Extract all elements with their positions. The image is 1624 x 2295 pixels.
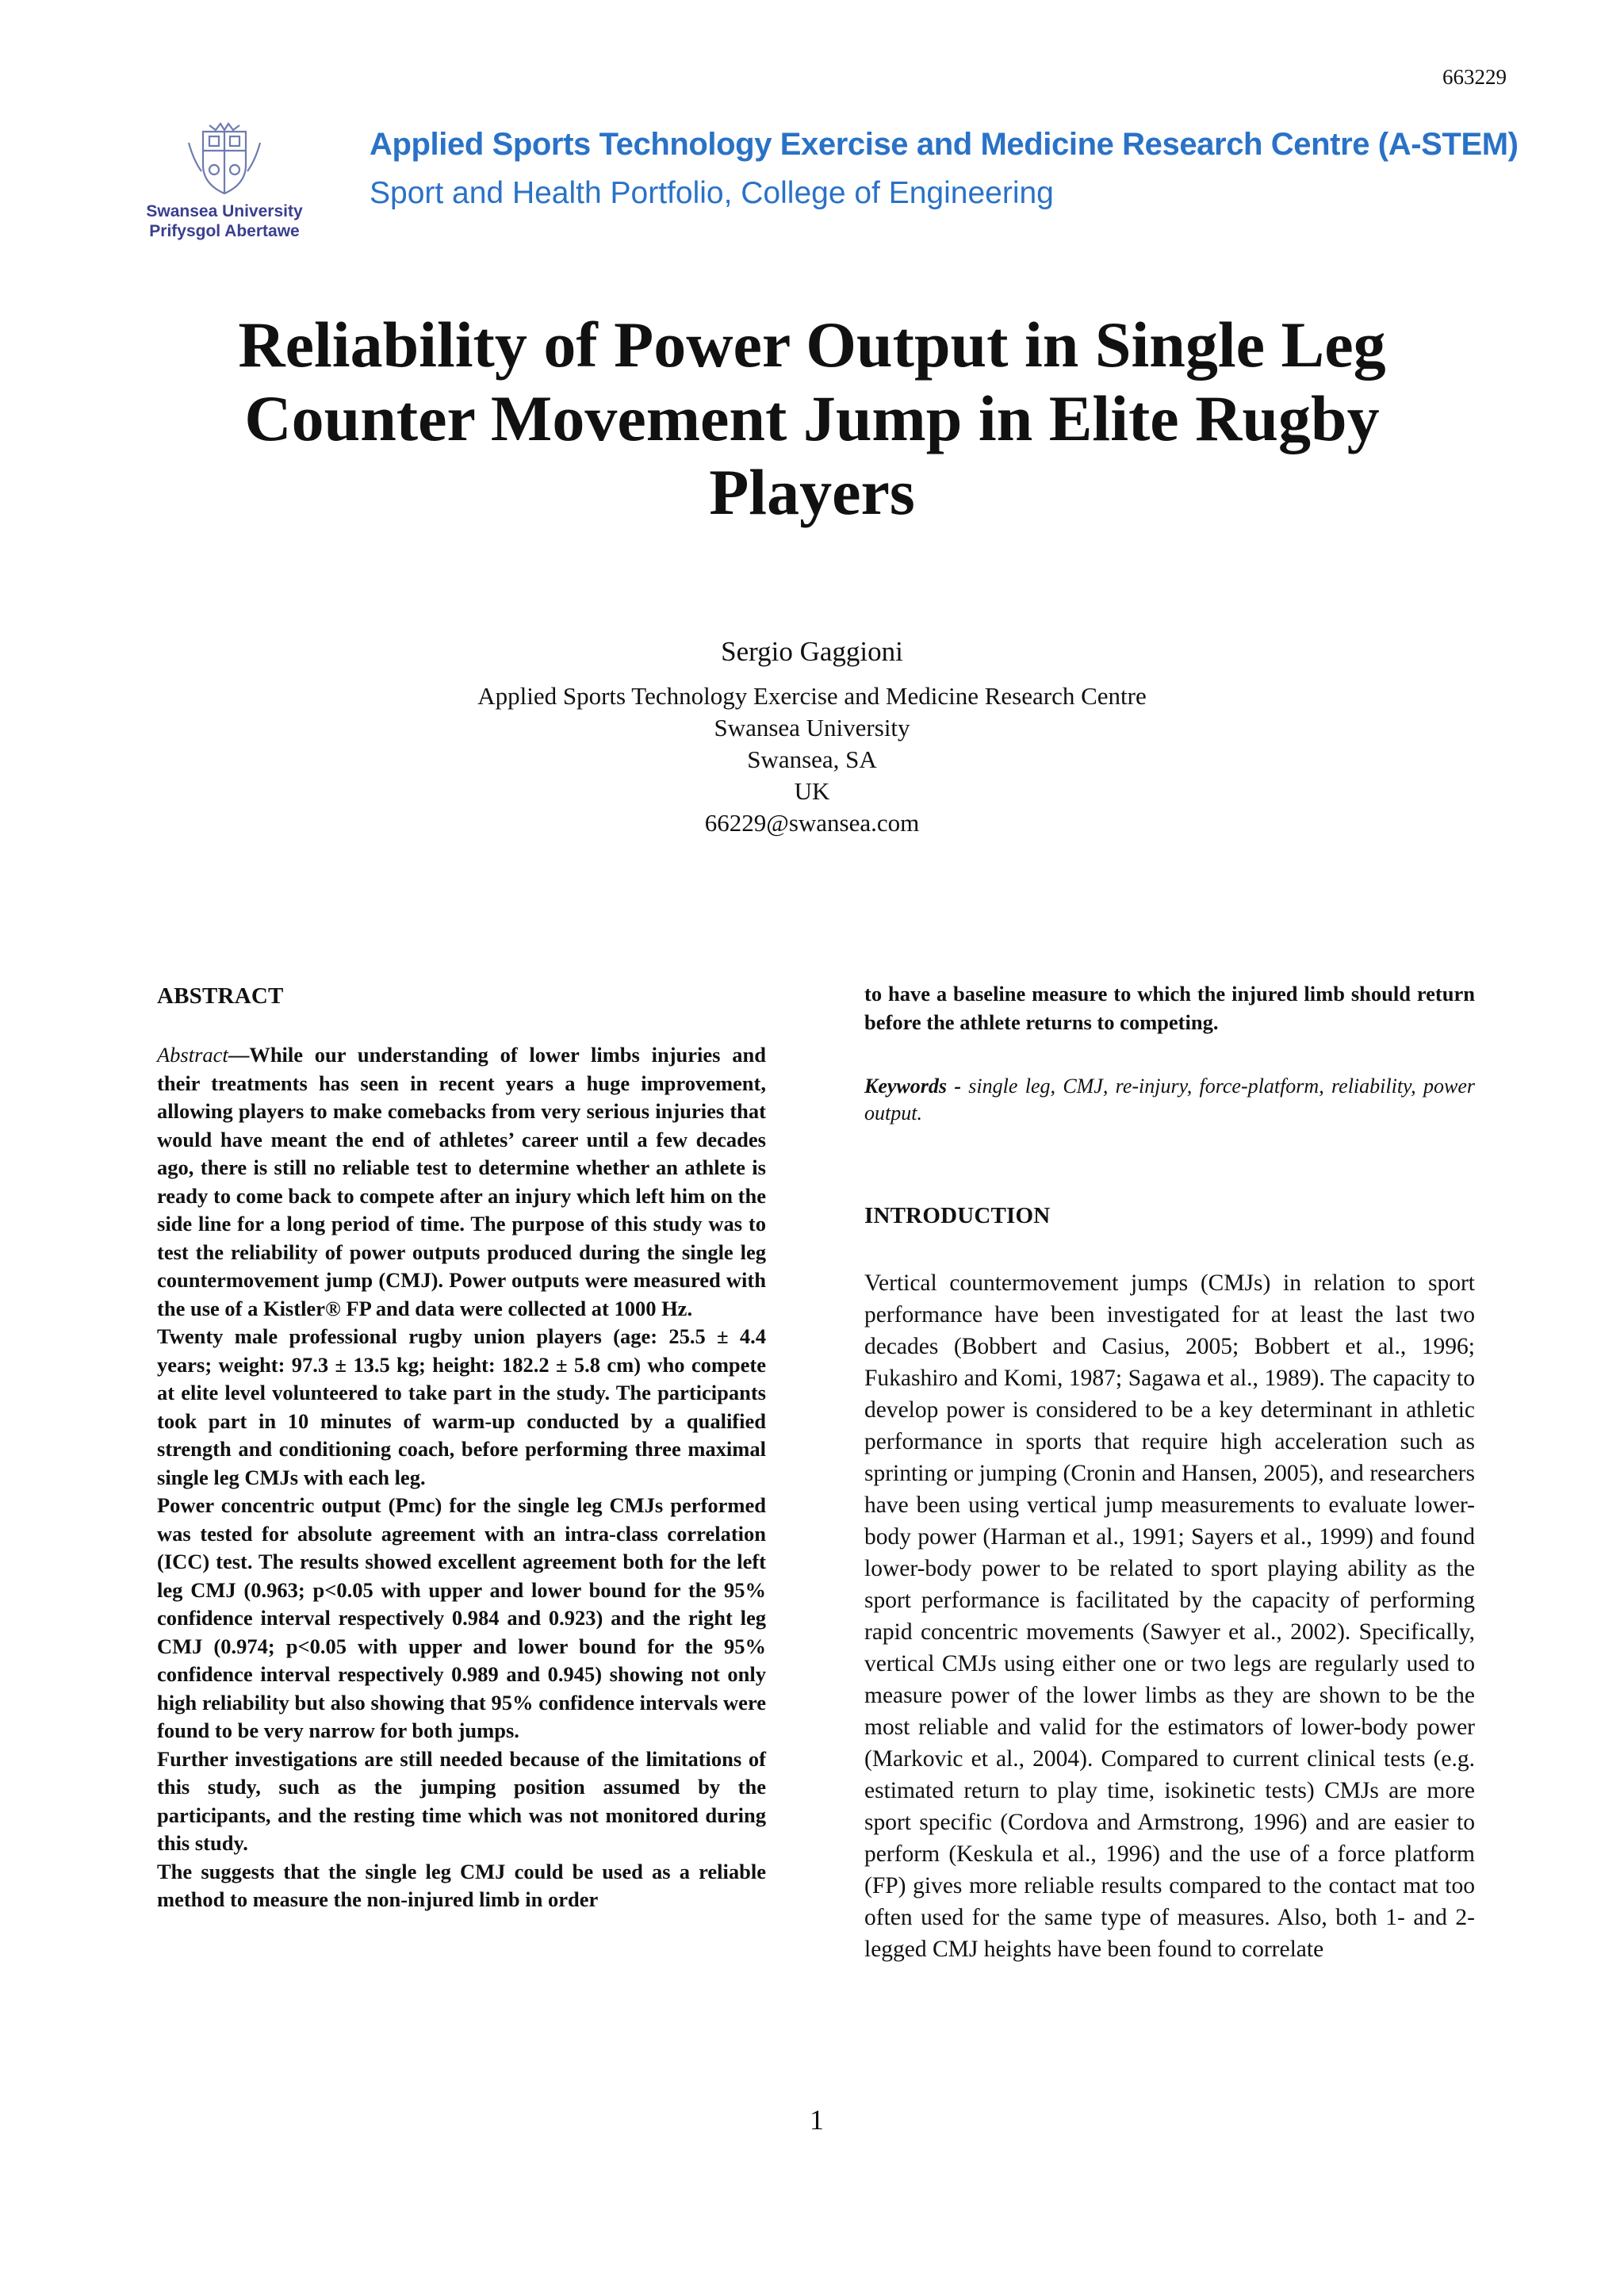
author-name: Sergio Gaggioni [721, 636, 903, 667]
university-logo [133, 121, 316, 247]
affiliation-city: Swansea, SA [747, 745, 877, 773]
abstract-paragraph-text: —While our understanding of lower limbs injuries and their treatments has seen in recent years a huge improvement, allowing players to make comebacks from very serious injuries that would have meant the end of athletes’ career until a few decades ago, there is still no reliable test to determine whether an athlete is ready to come back to compete after an injury which left him on the side line for a long period of time. The purpose of this study was to test the reliability of power outputs produced during the single leg countermovement jump (CMJ). Power outputs were measured with the use of a Kistler® FP and data were collected at 1000 Hz. [157, 1043, 766, 1320]
logo-line-english: Swansea University [146, 202, 303, 220]
page-number: 1 [810, 2104, 824, 2136]
logo-line-welsh: Prifysgol Abertawe [149, 222, 300, 240]
abstract-lead: Abstract [157, 1043, 228, 1067]
crest-icon [133, 121, 316, 200]
abstract-continuation: to have a baseline measure to which the injured limb should return before the athlete returns to competing. [864, 982, 1475, 1034]
paper-title: Reliability of Power Output in Single Leg Counter Movement Jump in Elite Rugby Players [238, 308, 1386, 528]
affiliation-country: UK [794, 777, 830, 805]
left-column [157, 983, 766, 1914]
keywords [864, 1073, 1475, 1127]
affiliation-centre: Applied Sports Technology Exercise and Medicine Research Centre [477, 682, 1147, 710]
keywords-text: single leg, CMJ, re-injury, force-platform, reliability, power output. [864, 1075, 1475, 1125]
abstract-heading: ABSTRACT [157, 983, 284, 1009]
author-email: 66229@swansea.com [704, 809, 920, 837]
right-column [864, 980, 1475, 1965]
abstract-paragraph: Power concentric output (Pmc) for the single leg CMJs performed was tested for absolute agreement with an intra-class correlation (ICC) test. The results showed excellent agreement both for the left leg CMJ (0.963; p<0.05 with upper and lower bound for the 95% confidence interval respectively 0.984 and 0.923) and the right leg CMJ (0.974; p<0.05 with upper and lower bound for the 95% confidence interval respectively 0.989 and 0.945) showing not only high reliability but also showing that 95% confidence intervals were found to be very narrow for both jumps. [157, 1493, 766, 1742]
abstract-paragraph: Twenty male professional rugby union players (age: 25.5 ± 4.4 years; weight: 97.3 ± 13.5 kg; height: 182.2 ± 5.8 cm) who compete at elite level volunteered to take part in the study. The participants took part in 10 minutes of warm-up conducted by a qualified strength and conditioning coach, before performing three maximal single leg CMJs with each leg. [157, 1324, 766, 1489]
document-id: 663229 [1442, 65, 1507, 89]
research-centre-title: Applied Sports Technology Exercise and Medicine Research Centre (A-STEM) [370, 127, 1519, 162]
affiliation-university: Swansea University [714, 714, 910, 741]
page-header [133, 119, 1608, 254]
abstract-paragraph: Further investigations are still needed because of the limitations of this study, such as the jumping position assumed by the participants, and the resting time which was not monitored during this study. [157, 1746, 766, 1855]
abstract-paragraph: The suggests that the single leg CMJ could be used as a reliable method to measure the non-injured limb in order [157, 1859, 766, 1911]
author-block [238, 633, 1386, 839]
abstract-body [157, 1041, 766, 1914]
introduction-body: Vertical countermovement jumps (CMJs) in relation to sport performance have been investigated for at least the last two decades (Bobbert and Casius, 2005; Bobbert et al., 1996; Fukashiro and Komi, 1987; Sagawa et al., 1989). The capacity to develop power is considered to be a key determinant in athletic performance in sports that require high acceleration such as sprinting or jumping (Cronin and Hansen, 2005), and researchers have been using vertical jump measurements to evaluate lower-body power (Harman et al., 1991; Sayers et al., 1999) and found lower-body power to be related to sport playing ability as the sport performance is facilitated by the capacity of performing rapid concentric movements (Sawyer et al., 2002). Specifically, vertical CMJs using either one or two legs are regularly used to measure power of the lower limbs as they are shown to be the most reliable and valid for the estimators of lower-body power (Markovic et al., 2004). Compared to current clinical tests (e.g. estimated return to play time, isokinetic tests) CMJs are more sport specific (Cordova and Armstrong, 1996) and are easier to perform (Keskula et al., 1996) and the use of a force platform (FP) gives more reliable results compared to the contact mat too often used for the same type of measures. Also, both 1- and 2-legged CMJ heights have been found to correlate [864, 1270, 1475, 1962]
introduction-heading: INTRODUCTION [864, 1203, 1051, 1228]
abstract-paragraph [157, 1041, 766, 1323]
keywords-label: Keywords - [864, 1075, 961, 1098]
portfolio-subtitle: Sport and Health Portfolio, College of Engineering [370, 176, 1054, 210]
